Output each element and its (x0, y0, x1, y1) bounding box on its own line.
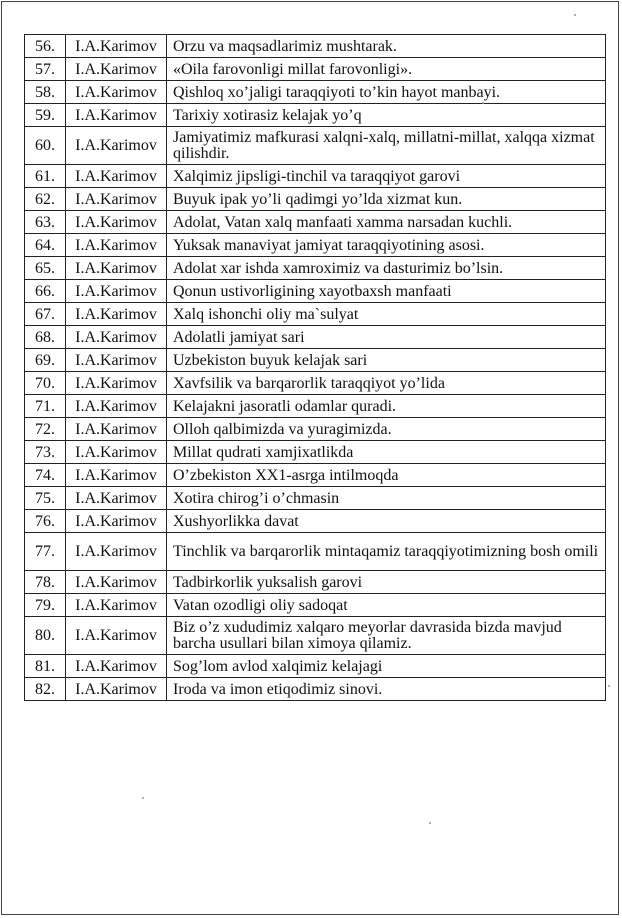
row-title: Xushyorlikka davat (167, 510, 606, 533)
table-row (25, 326, 606, 349)
scan-speck (608, 685, 610, 687)
table-row (25, 165, 606, 188)
row-number: 79. (25, 594, 66, 617)
table-row (25, 188, 606, 211)
row-number: 59. (25, 104, 66, 127)
table-row (25, 35, 606, 58)
row-title: Xalq ishonchi oliy ma`sulyat (167, 303, 606, 326)
table-row (25, 655, 606, 678)
table-row (25, 81, 606, 104)
row-author: I.A.Karimov (66, 349, 167, 372)
row-author: I.A.Karimov (66, 464, 167, 487)
table-row (25, 58, 606, 81)
table-row (25, 395, 606, 418)
row-author: I.A.Karimov (66, 533, 167, 571)
table-row (25, 617, 606, 655)
row-number: 65. (25, 257, 66, 280)
table-row (25, 571, 606, 594)
row-number: 74. (25, 464, 66, 487)
row-author: I.A.Karimov (66, 104, 167, 127)
row-author: I.A.Karimov (66, 127, 167, 165)
row-title: Buyuk ipak yo’li qadimgi yo’lda xizmat kun. (167, 188, 606, 211)
row-number: 75. (25, 487, 66, 510)
row-author: I.A.Karimov (66, 655, 167, 678)
row-title: Qonun ustivorligining xayotbaxsh manfaati (167, 280, 606, 303)
table-row (25, 594, 606, 617)
row-number: 66. (25, 280, 66, 303)
book-list-body (25, 35, 606, 701)
table-row (25, 104, 606, 127)
row-title: Kelajakni jasoratli odamlar quradi. (167, 395, 606, 418)
row-author: I.A.Karimov (66, 678, 167, 701)
row-number: 56. (25, 35, 66, 58)
table-row (25, 303, 606, 326)
table-row (25, 211, 606, 234)
row-number: 71. (25, 395, 66, 418)
row-author: I.A.Karimov (66, 326, 167, 349)
row-title: Jamiyatimiz mafkurasi xalqni-xalq, millatni-millat, xalqqa xizmat qilishdir. (167, 127, 606, 165)
row-number: 62. (25, 188, 66, 211)
row-title: Olloh qalbimizda va yuragimizda. (167, 418, 606, 441)
table-row (25, 441, 606, 464)
row-author: I.A.Karimov (66, 58, 167, 81)
row-title: Iroda va imon etiqodimiz sinovi. (167, 678, 606, 701)
row-number: 69. (25, 349, 66, 372)
row-title: Xavfsilik va barqarorlik taraqqiyot yo’lida (167, 372, 606, 395)
row-number: 67. (25, 303, 66, 326)
row-title: Biz o’z xududimiz xalqaro meyorlar davrasida bizda mavjud barcha usullari bilan ximoya qilamiz. (167, 617, 606, 655)
table-row (25, 678, 606, 701)
row-title: Tadbirkorlik yuksalish garovi (167, 571, 606, 594)
row-number: 78. (25, 571, 66, 594)
row-author: I.A.Karimov (66, 188, 167, 211)
row-author: I.A.Karimov (66, 211, 167, 234)
table-row (25, 533, 606, 571)
row-title: Sog’lom avlod xalqimiz kelajagi (167, 655, 606, 678)
table-row (25, 280, 606, 303)
table-row (25, 372, 606, 395)
row-number: 58. (25, 81, 66, 104)
row-author: I.A.Karimov (66, 395, 167, 418)
table-row (25, 464, 606, 487)
row-author: I.A.Karimov (66, 234, 167, 257)
row-title: Adolat xar ishda xamroximiz va dasturimiz bo’lsin. (167, 257, 606, 280)
scan-speck (482, 102, 484, 104)
book-list-table (24, 34, 606, 701)
row-number: 77. (25, 533, 66, 571)
row-author: I.A.Karimov (66, 165, 167, 188)
row-number: 68. (25, 326, 66, 349)
row-number: 60. (25, 127, 66, 165)
row-number: 73. (25, 441, 66, 464)
row-author: I.A.Karimov (66, 257, 167, 280)
scan-speck (574, 14, 576, 16)
row-number: 63. (25, 211, 66, 234)
document-page (1, 1, 619, 915)
row-title: Tarixiy xotirasiz kelajak yo’q (167, 104, 606, 127)
row-author: I.A.Karimov (66, 441, 167, 464)
row-number: 57. (25, 58, 66, 81)
table-row (25, 418, 606, 441)
table-row (25, 349, 606, 372)
table-row (25, 127, 606, 165)
row-title: Tinchlik va barqarorlik mintaqamiz taraqqiyotimizning bosh omili (167, 533, 606, 571)
row-author: I.A.Karimov (66, 617, 167, 655)
row-title: Qishloq xo’jaligi taraqqiyoti to’kin hayot manbayi. (167, 81, 606, 104)
row-author: I.A.Karimov (66, 571, 167, 594)
row-author: I.A.Karimov (66, 81, 167, 104)
row-title: Yuksak manaviyat jamiyat taraqqiyotining asosi. (167, 234, 606, 257)
row-title: O’zbekiston XX1-asrga intilmoqda (167, 464, 606, 487)
row-author: I.A.Karimov (66, 280, 167, 303)
row-number: 76. (25, 510, 66, 533)
row-title: Xotira chirog’i o’chmasin (167, 487, 606, 510)
row-number: 61. (25, 165, 66, 188)
row-title: Adolatli jamiyat sari (167, 326, 606, 349)
row-number: 81. (25, 655, 66, 678)
row-title: Adolat, Vatan xalq manfaati xamma narsadan kuchli. (167, 211, 606, 234)
table-row (25, 510, 606, 533)
row-author: I.A.Karimov (66, 35, 167, 58)
row-author: I.A.Karimov (66, 418, 167, 441)
table-row (25, 487, 606, 510)
row-title: Xalqimiz jipsligi-tinchil va taraqqiyot garovi (167, 165, 606, 188)
row-number: 72. (25, 418, 66, 441)
row-number: 80. (25, 617, 66, 655)
row-title: Uzbekiston buyuk kelajak sari (167, 349, 606, 372)
row-author: I.A.Karimov (66, 594, 167, 617)
row-author: I.A.Karimov (66, 303, 167, 326)
row-title: Millat qudrati xamjixatlikda (167, 441, 606, 464)
row-author: I.A.Karimov (66, 487, 167, 510)
row-number: 64. (25, 234, 66, 257)
row-title: «Oila farovonligi millat farovonligi». (167, 58, 606, 81)
row-number: 70. (25, 372, 66, 395)
row-author: I.A.Karimov (66, 372, 167, 395)
scan-speck (142, 797, 144, 799)
row-number: 82. (25, 678, 66, 701)
row-author: I.A.Karimov (66, 510, 167, 533)
scan-speck (429, 822, 431, 824)
row-title: Orzu va maqsadlarimiz mushtarak. (167, 35, 606, 58)
table-row (25, 257, 606, 280)
table-row (25, 234, 606, 257)
row-title: Vatan ozodligi oliy sadoqat (167, 594, 606, 617)
